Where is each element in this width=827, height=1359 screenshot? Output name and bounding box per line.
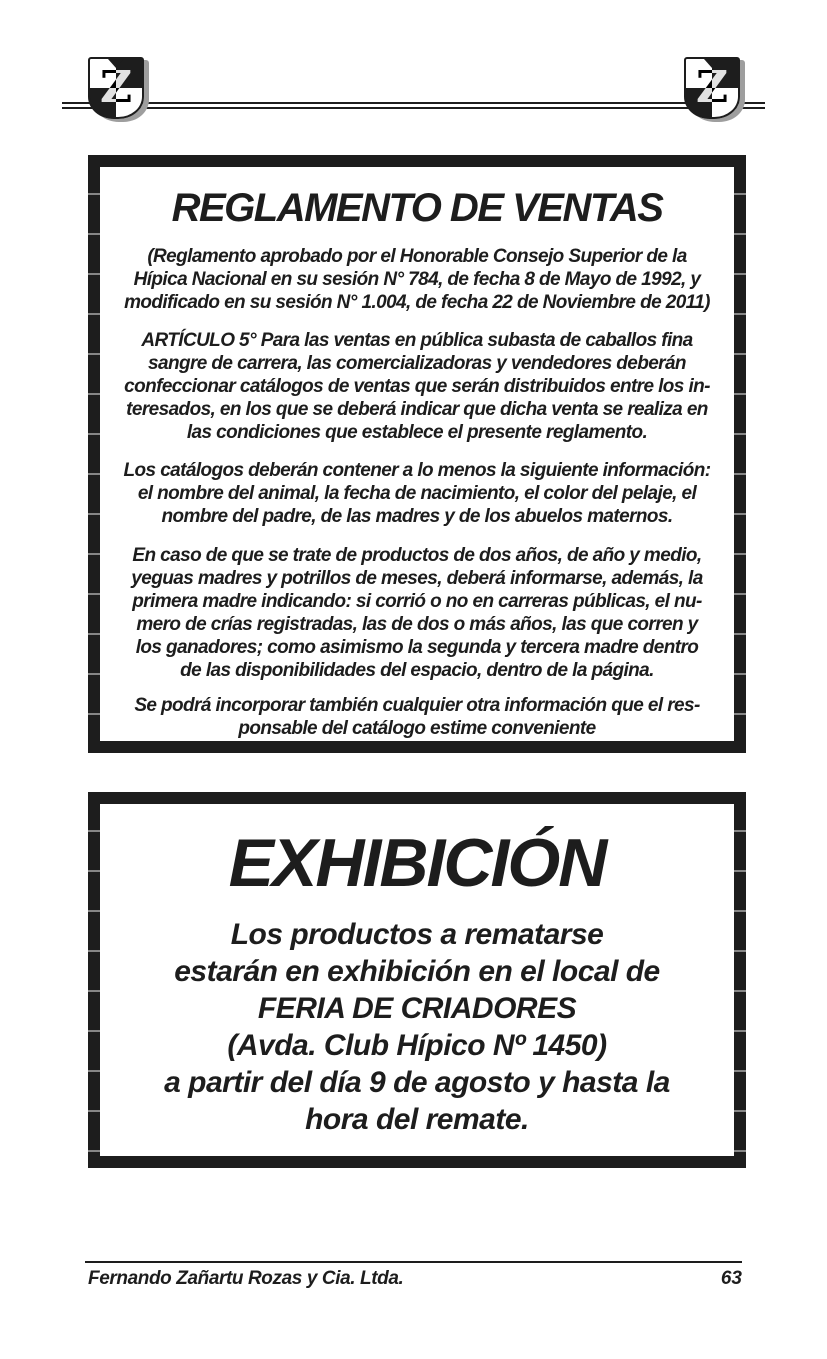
text-line: confeccionar catálogos de ventas que serán distribuidos entre los in- [124, 376, 710, 397]
text-line: modificado en su sesión N° 1.004, de fecha 22 de Noviembre de 2011) [124, 292, 710, 313]
text-line: el nombre del animal, la fecha de nacimiento, el color del pelaje, el [137, 483, 697, 504]
text-line: ARTÍCULO 5° Para las ventas en pública subasta de caballos fina [141, 330, 693, 351]
logo-z-letter: Z [695, 62, 729, 113]
text-line: a partir del día 9 de agosto y hasta la [164, 1066, 670, 1099]
exhibicion-box [88, 792, 746, 1168]
reglamento-box [88, 155, 746, 753]
text-line: las condiciones que establece el presente reglamento. [186, 422, 648, 443]
text-line: sangre de carrera, las comercializadoras y vendedores deberán [148, 353, 686, 374]
text-line: primera madre indicando: si corrió o no en carreras públicas, el nu- [132, 591, 702, 612]
text-line: ponsable del catálogo estime conveniente [238, 718, 596, 739]
text-line: hora del remate. [305, 1103, 529, 1136]
text-line: yeguas madres y potrillos de meses, deberá informarse, además, la [131, 568, 703, 589]
exhibicion-title: EXHIBICIÓN [228, 825, 606, 901]
box-left-border [88, 155, 100, 753]
reglamento-paragraph-productos [100, 544, 734, 682]
text-line: Los catálogos deberán contener a lo menos la siguiente información: [123, 460, 711, 481]
text-line: Los productos a rematarse [230, 918, 604, 951]
header-double-rule [62, 102, 765, 109]
reglamento-paragraph-approval [100, 245, 734, 314]
box-right-border [734, 792, 746, 1168]
text-line: Hípica Nacional en su sesión N° 784, de fecha 8 de Mayo de 1992, y [133, 269, 701, 290]
logo-z-letter: Z [99, 62, 133, 113]
box-right-border [734, 155, 746, 753]
reglamento-paragraph-catalogos [100, 459, 734, 528]
reglamento-paragraph-articulo5 [100, 329, 734, 444]
text-line: estarán en exhibición en el local de [174, 955, 660, 988]
footer-company-name: Fernando Zañartu Rozas y Cia. Ltda. [88, 1268, 404, 1289]
shield-icon [88, 57, 144, 119]
text-line: (Reglamento aprobado por el Honorable Consejo Superior de la [147, 246, 687, 267]
shield-icon [684, 57, 740, 119]
box-left-border [88, 792, 100, 1168]
text-line: FERIA DE CRIADORES [257, 992, 577, 1025]
text-line: teresados, en los que se deberá indicar que dicha venta se realiza en [126, 399, 708, 420]
text-line: En caso de que se trate de productos de dos años, de año y medio, [132, 545, 702, 566]
footer-rule [85, 1261, 742, 1263]
text-line: (Avda. Club Hípico Nº 1450) [227, 1029, 607, 1062]
zanartu-logo-right [684, 57, 744, 121]
text-line: nombre del padre, de las madres y de los abuelos maternos. [161, 506, 673, 527]
footer-page-number: 63 [720, 1268, 742, 1289]
text-line: Se podrá incorporar también cualquier otra información que el res- [134, 695, 700, 716]
text-line: los ganadores; como asimismo la segunda y tercera madre dentro [135, 637, 699, 658]
text-line: de las disponibilidades del espacio, dentro de la página. [180, 660, 654, 681]
reglamento-paragraph-adicional [100, 694, 734, 740]
zanartu-logo-left [88, 57, 148, 121]
exhibicion-body [100, 916, 734, 1138]
reglamento-title: REGLAMENTO DE VENTAS [171, 186, 663, 230]
text-line: mero de crías registradas, las de dos o más años, las que corren y [136, 614, 698, 635]
